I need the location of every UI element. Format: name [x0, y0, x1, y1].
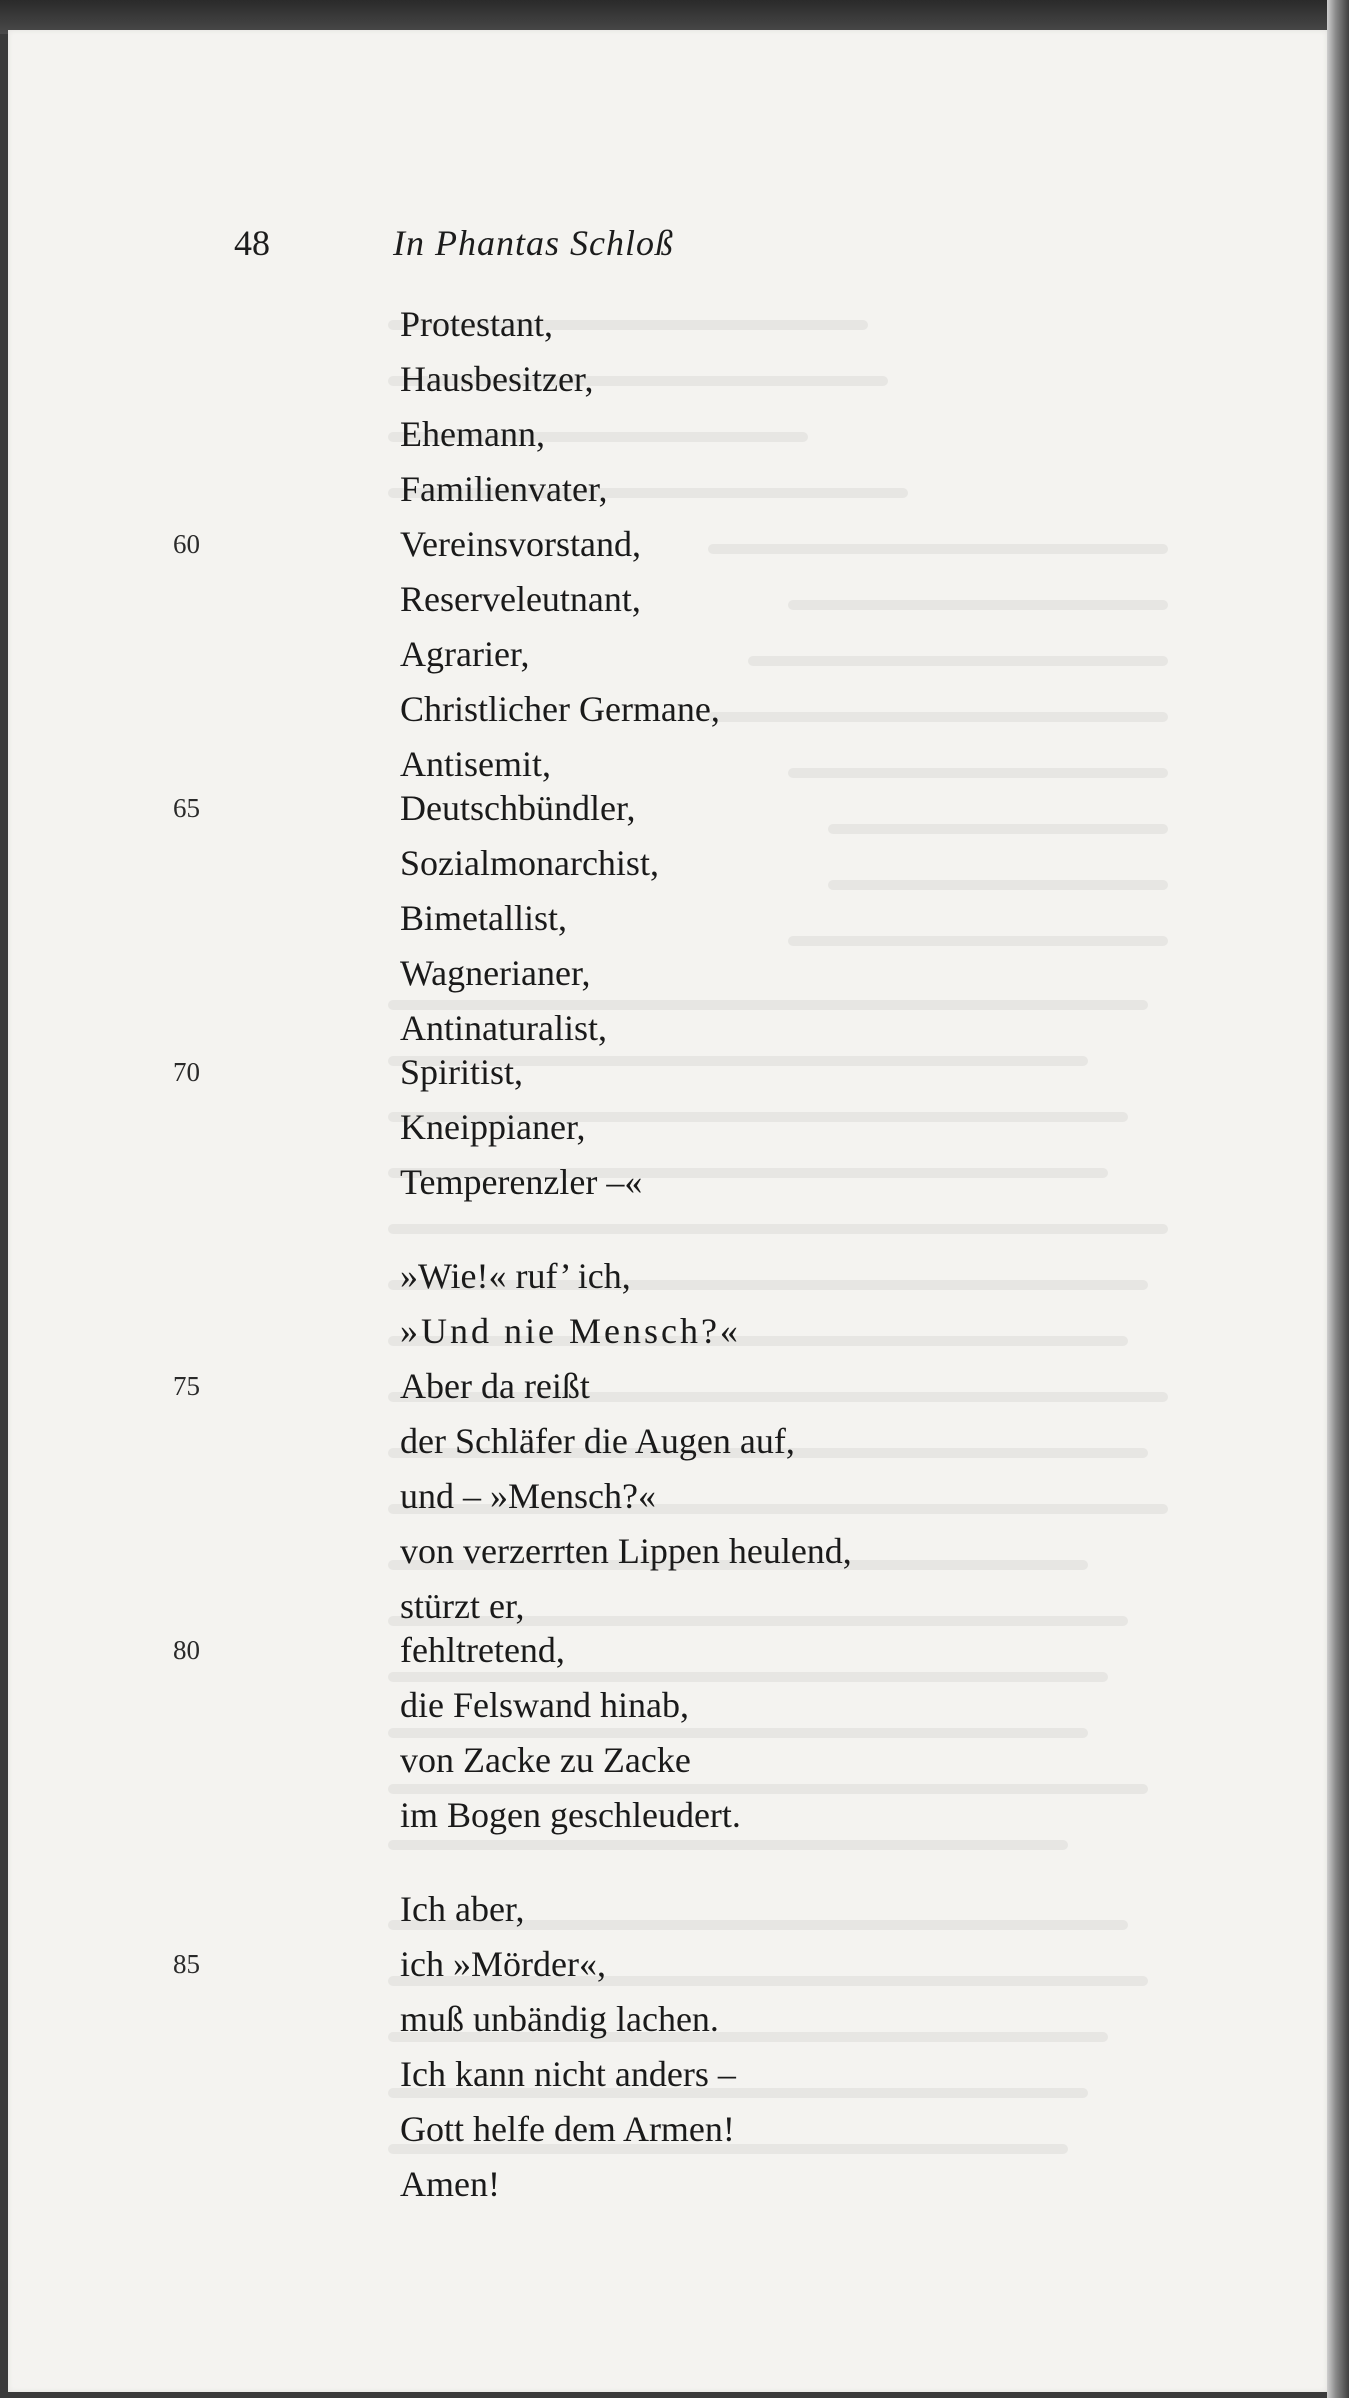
verse-line: Ich kann nicht anders – [400, 2054, 736, 2094]
running-title: In Phantas Schloß [393, 223, 674, 263]
verse-line: Gott helfe dem Armen! [400, 2109, 735, 2149]
verse-line: Deutschbündler, [400, 788, 636, 828]
verse-line: und – »Mensch?« [400, 1476, 656, 1516]
verse-line: Bimetallist, [400, 898, 567, 938]
verse-line: von Zacke zu Zacke [400, 1740, 691, 1780]
book-page [8, 30, 1327, 2392]
verse-line: Sozialmonarchist, [400, 843, 659, 883]
verse-line: Protestant, [400, 304, 553, 344]
verse-line: Reserveleutnant, [400, 579, 641, 619]
book-right-edge [1327, 0, 1349, 2398]
page-header [8, 222, 1327, 272]
verse-line: »Und nie Mensch?« [400, 1311, 741, 1351]
verse-line: von verzerrten Lippen heulend, [400, 1531, 852, 1571]
line-number: 65 [173, 793, 200, 823]
verse-line: die Felswand hinab, [400, 1685, 689, 1725]
verse-line: Hausbesitzer, [400, 359, 594, 399]
line-number: 75 [173, 1371, 200, 1401]
book-top-edge [0, 0, 1349, 34]
verse-line: Ehemann, [400, 414, 545, 454]
verse-line: Antinaturalist, [400, 1008, 607, 1048]
verse-line: Amen! [400, 2164, 500, 2204]
verse-line: ich »Mörder«, [400, 1944, 606, 1984]
verse-line: Ich aber, [400, 1889, 525, 1929]
line-number: 80 [173, 1635, 200, 1665]
verse-line: Vereinsvorstand, [400, 524, 641, 564]
verse-line: Wagnerianer, [400, 953, 591, 993]
verse-line: fehltretend, [400, 1630, 565, 1670]
line-number: 85 [173, 1949, 200, 1979]
verse-line: Temperenzler –« [400, 1162, 643, 1202]
verse-line: Aber da reißt [400, 1366, 590, 1406]
verse-line: Antisemit, [400, 744, 551, 784]
line-number: 60 [173, 529, 200, 559]
verse-line: Spiritist, [400, 1052, 524, 1092]
verse-line: Kneippianer, [400, 1107, 586, 1147]
verse-line: Christlicher Germane, [400, 689, 720, 729]
verse-line: stürzt er, [400, 1586, 525, 1626]
verse-line: »Wie!« ruf’ ich, [400, 1256, 631, 1296]
verse-line: Familienvater, [400, 469, 608, 509]
verse-line: im Bogen geschleudert. [400, 1795, 741, 1835]
verse-line: muß unbändig lachen. [400, 1999, 719, 2039]
verse-line: Agrarier, [400, 634, 530, 674]
line-number: 70 [173, 1057, 200, 1087]
page-number: 48 [234, 223, 270, 263]
verse-line: der Schläfer die Augen auf, [400, 1421, 795, 1461]
